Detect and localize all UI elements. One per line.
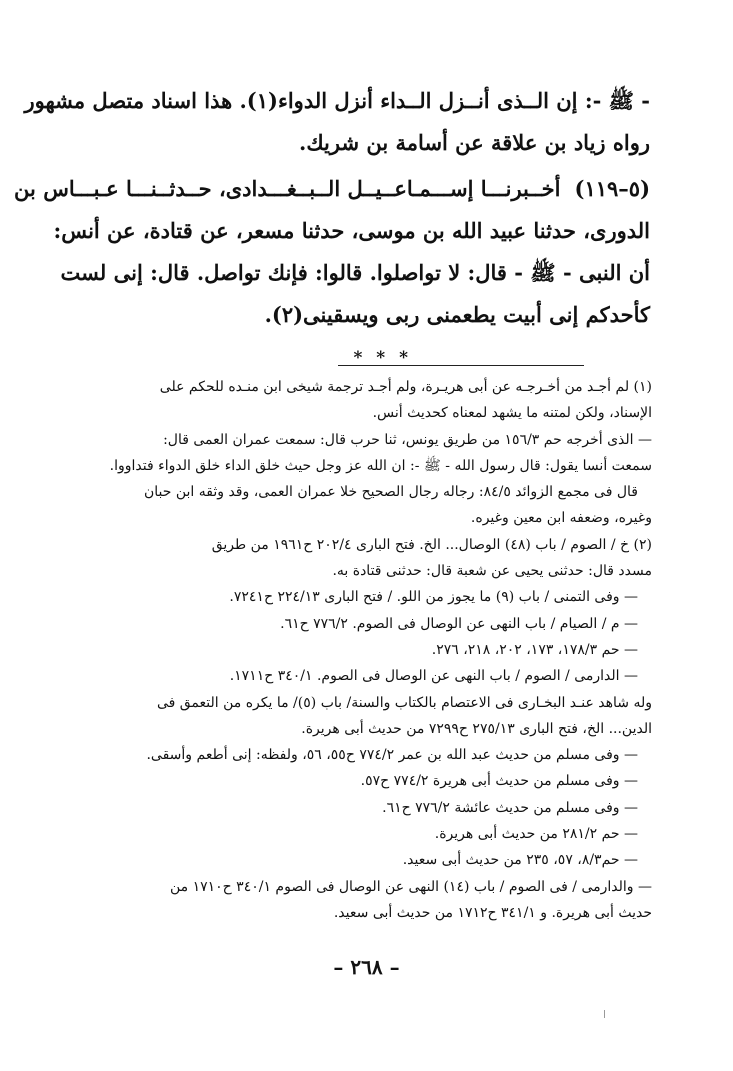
footnote-line: — والدارمى / فى الصوم / باب (١٤) النهى عن الوصال فى الصوم ٣٤٠/١ ح١٧١٠ من [169, 878, 652, 895]
footnote-line: مسدد قال: حدثنى يحيى عن شعبة قال: حدثنى قتادة به. [332, 563, 652, 580]
footnote-line: — الذى أخرجه حم ١٥٦/٣ من طريق يونس، ثنا حرب قال: سمعت عمران العمى قال: [163, 431, 652, 448]
main-line: الدورى، حدثنا عبيد الله بن موسى، حدثنا مسعر، عن قتادة، عن أنس: [53, 218, 650, 243]
separator-stars: * * * [353, 348, 412, 368]
main-text-block-1 [24, 80, 650, 164]
footnote-line: — حم٨/٣، ٥٧، ٢٣٥ من حديث أبى سعيد. [402, 852, 638, 869]
footnote-line: وله شاهد عنـد البخـارى فى الاعتصام بالكتاب والسنة/ باب (٥)/ ما يكره من التعمق فى [156, 694, 652, 711]
footnote-line: (١) لم أجـد من أخـرجـه عن أبى هريـرة، ولم أجـد ترجمة شيخى ابن منـده للحكم على [159, 379, 652, 395]
footnote-line: — م / الصيام / باب النهى عن الوصال فى الصوم. ٧٧٦/٢ ح٦١. [280, 615, 638, 632]
footnote-line: — وفى مسلم من حديث أبى هريرة ٧٧٤/٢ ح٥٧. [360, 773, 638, 790]
footnote-line: الدين... الخ، فتح البارى ٢٧٥/١٣ ح٧٢٩٩ من حديث أبى هريرة. [301, 720, 652, 737]
footnote-line: — حم ٢٨١/٢ من حديث أبى هريرة. [434, 826, 638, 843]
main-line-first [14, 168, 650, 210]
main-line-text: أخــبرنـــا إســـمـاعــيــل الــبــغـــدادى، حــدثــنـــا عـبـــاس بن [14, 176, 561, 201]
footnote-line: قال فى مجمع الزوائد ٨٤/٥: رجاله رجال الصحيح خلا عمران العمى، وقد وثقه ابن حبان [143, 484, 638, 501]
footnote-line: وغيره، وضعفه ابن معين وغيره. [470, 510, 652, 527]
footnote-line: — وفى التمنى / باب (٩) ما يجوز من اللو. / فتح البارى ٢٢٤/١٣ ح٧٢٤١. [229, 589, 638, 606]
footnote-line: — حم ١٧٨/٣، ١٧٣، ٢٠٢، ٢١٨، ٢٧٦. [431, 641, 638, 658]
main-text-block-2 [14, 168, 650, 336]
footnotes [86, 374, 652, 926]
main-line: رواه زياد بن علاقة عن أسامة بن شريك. [299, 130, 650, 155]
hadith-number: (٥–١١٩) [574, 176, 650, 201]
separator-rule [338, 365, 584, 366]
main-line: - ﷺ -: إن الــذى أنــزل الــداء أنزل الدواء(١). هذا اسناد متصل مشهور [24, 88, 650, 113]
footnote-line: — وفى مسلم من حديث عائشة ٧٧٦/٢ ح٦١. [382, 799, 638, 816]
page-number: – ٢٦٨ – [333, 955, 400, 979]
footnote-line: الإسناد، ولكن لمتنه ما يشهد لمعناه كحديث أنس. [372, 405, 652, 422]
footnote-separator [338, 348, 652, 368]
footnote-line: سمعت أنسا يقول: قال رسول الله - ﷺ -: ان الله عز وجل حيث خلق الداء خلق الدواء فتداووا. [109, 457, 652, 474]
main-line: كأحدكم إنى أبيت يطعمنى ربى ويسقينى(٢). [264, 302, 650, 327]
footnote-line: — الدارمى / الصوم / باب النهى عن الوصال فى الصوم. ٣٤٠/١ ح١٧١١. [229, 668, 638, 685]
main-line: أن النبى - ﷺ - قال: لا تواصلوا. قالوا: فإنك تواصل. قال: إنى لست [60, 260, 650, 285]
scan-mark [604, 1010, 605, 1018]
footnote-line: — وفى مسلم من حديث عبد الله بن عمر ٧٧٤/٢ ح٥٥، ٥٦، ولفظه: إنى أطعم وأسقى. [146, 747, 638, 764]
footnote-line: (٢) خ / الصوم / باب (٤٨) الوصال... الخ. فتح البارى ٢٠٢/٤ ح١٩٦١ من طريق [211, 536, 652, 553]
footnote-line: حديث أبى هريرة. و ٣٤١/١ ح١٧١٢ من حديث أبى سعيد. [333, 904, 652, 921]
